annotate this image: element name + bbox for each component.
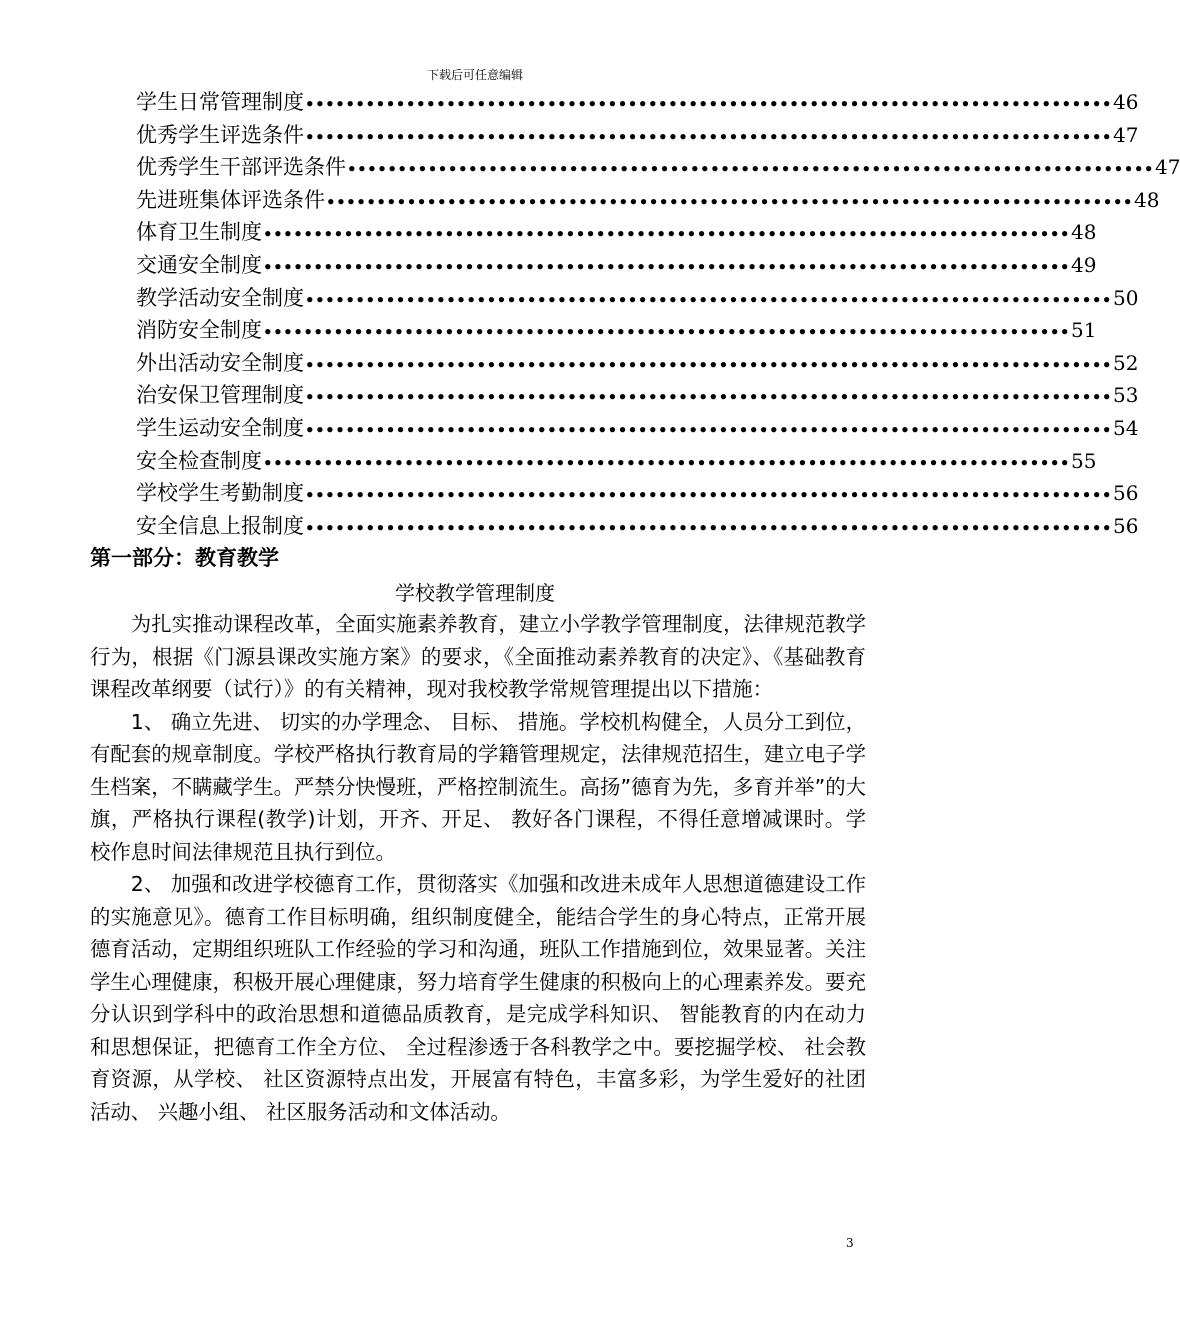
toc-item-page: 56 bbox=[1113, 513, 1139, 538]
table-of-contents bbox=[136, 86, 1180, 542]
toc-item bbox=[136, 347, 1139, 380]
toc-item-page: 50 bbox=[1113, 285, 1139, 310]
toc-item-page: 56 bbox=[1113, 481, 1139, 506]
body-paragraph: 2、 加强和改进学校德育工作，贯彻落实《加强和改进未成年人思想道德建设工作的实施意见》。德育工作目标明确，组织制度健全，能结合学生的身心特点，正常开展德育活动，定期组织班队工作经验的学习和沟通，班队工作措施到位，效果显著。关注学生心理健康，积极开展心理健康，努力培育学生健康的积极向上的心理素养发。要充分认识到学科中的政治思想和道德品质教育，是完成学科知识、 智能教育的内在动力和思想保证，把德育工作全方位、 全过程渗透于各科教学之中。要挖掘学校、 社会教育资源，从学校、 社区资源特点出发，开展富有特色，丰富多彩，为学生爱好的社团活动、 兴趣小组、 社区服务活动和文体活动。 bbox=[90, 872, 866, 1124]
toc-item bbox=[136, 216, 1097, 249]
toc-item-title: 消防安全制度 bbox=[136, 318, 262, 343]
toc-leader-dots: •••••••••••••••••••••••••••••••••••••••••••••••••••••••••••••••••••••••••••••••• bbox=[347, 160, 1154, 179]
toc-item-title: 教学活动安全制度 bbox=[136, 285, 304, 310]
toc-leader-dots: •••••••••••••••••••••••••••••••••••••••••••••••••••••••••••••••••••••••••••••••• bbox=[305, 290, 1112, 309]
toc-item-title: 学校学生考勤制度 bbox=[136, 481, 304, 506]
toc-item bbox=[136, 184, 1160, 217]
toc-item bbox=[136, 282, 1139, 315]
toc-item bbox=[136, 445, 1097, 478]
toc-item-page: 53 bbox=[1113, 383, 1139, 408]
toc-leader-dots: •••••••••••••••••••••••••••••••••••••••••••••••••••••••••••••••••••••••••••••••• bbox=[263, 453, 1070, 472]
toc-item-page: 47 bbox=[1155, 155, 1180, 180]
toc-leader-dots: •••••••••••••••••••••••••••••••••••••••••••••••••••••••••••••••••••••••••••••••• bbox=[305, 486, 1112, 505]
toc-leader-dots: •••••••••••••••••••••••••••••••••••••••••••••••••••••••••••••••••••••••••••••••• bbox=[326, 192, 1133, 211]
toc-item bbox=[136, 314, 1097, 347]
toc-item bbox=[136, 86, 1139, 119]
toc-item bbox=[136, 477, 1139, 510]
body-paragraph: 1、 确立先进、 切实的办学理念、 目标、 措施。学校机构健全，人员分工到位，有配套的规章制度。学校严格执行教育局的学籍管理规定，法律规范招生，建立电子学生档案，不瞒藏学生。严禁分快慢班，严格控制流生。高扬”德育为先，多育并举”的大旗，严格执行课程(教学)计划，开齐、开足、 教好各门课程，不得任意增减课时。学校作息时间法律规范且执行到位。 bbox=[90, 709, 866, 864]
toc-item-page: 54 bbox=[1113, 415, 1139, 440]
toc-item-page: 52 bbox=[1113, 350, 1139, 375]
toc-item-title: 外出活动安全制度 bbox=[136, 350, 304, 375]
toc-item bbox=[136, 379, 1139, 412]
toc-item bbox=[136, 412, 1139, 445]
toc-item-title: 学生运动安全制度 bbox=[136, 415, 304, 440]
toc-item bbox=[136, 151, 1180, 184]
toc-item-title: 优秀学生干部评选条件 bbox=[136, 155, 346, 180]
toc-leader-dots: •••••••••••••••••••••••••••••••••••••••••••••••••••••••••••••••••••••••••••••••• bbox=[305, 127, 1112, 146]
toc-item-page: 49 bbox=[1071, 252, 1097, 277]
toc-leader-dots: •••••••••••••••••••••••••••••••••••••••••••••••••••••••••••••••••••••••••••••••• bbox=[305, 518, 1112, 537]
toc-leader-dots: •••••••••••••••••••••••••••••••••••••••••••••••••••••••••••••••••••••••••••••••• bbox=[263, 225, 1070, 244]
toc-item-page: 51 bbox=[1071, 318, 1097, 343]
toc-item-page: 48 bbox=[1071, 220, 1097, 245]
section-title: 学校教学管理制度 bbox=[395, 581, 555, 605]
toc-item-title: 体育卫生制度 bbox=[136, 220, 262, 245]
toc-leader-dots: •••••••••••••••••••••••••••••••••••••••••••••••••••••••••••••••••••••••••••••••• bbox=[305, 388, 1112, 407]
toc-item-title: 优秀学生评选条件 bbox=[136, 122, 304, 147]
page-header-note: 下载后可任意编辑 bbox=[426, 68, 523, 82]
toc-item bbox=[136, 510, 1139, 543]
toc-leader-dots: •••••••••••••••••••••••••••••••••••••••••••••••••••••••••••••••••••••••••••••••• bbox=[263, 257, 1070, 276]
toc-item-title: 交通安全制度 bbox=[136, 252, 262, 277]
toc-item-page: 48 bbox=[1134, 187, 1160, 212]
toc-item-page: 47 bbox=[1113, 122, 1139, 147]
toc-item-page: 55 bbox=[1071, 448, 1097, 473]
toc-item-title: 安全信息上报制度 bbox=[136, 513, 304, 538]
part-heading: 第一部分：教育教学 bbox=[90, 546, 279, 570]
toc-leader-dots: •••••••••••••••••••••••••••••••••••••••••••••••••••••••••••••••••••••••••••••••• bbox=[305, 95, 1112, 113]
toc-leader-dots: •••••••••••••••••••••••••••••••••••••••••••••••••••••••••••••••••••••••••••••••• bbox=[305, 355, 1112, 374]
toc-item-title: 学生日常管理制度 bbox=[136, 90, 304, 114]
toc-item-page: 46 bbox=[1113, 90, 1139, 114]
toc-leader-dots: •••••••••••••••••••••••••••••••••••••••••••••••••••••••••••••••••••••••••••••••• bbox=[263, 323, 1070, 342]
toc-item-title: 先进班集体评选条件 bbox=[136, 187, 325, 212]
toc-leader-dots: •••••••••••••••••••••••••••••••••••••••••••••••••••••••••••••••••••••••••••••••• bbox=[305, 420, 1112, 439]
toc-item bbox=[136, 249, 1097, 282]
page-number: 3 bbox=[846, 1236, 854, 1250]
toc-item-title: 安全检查制度 bbox=[136, 448, 262, 473]
toc-item-title: 治安保卫管理制度 bbox=[136, 383, 304, 408]
body-paragraph: 为扎实推动课程改革，全面实施素养教育，建立小学教学管理制度，法律规范教学行为，根据《门源县课改实施方案》的要求，《全面推动素养教育的决定》、《基础教育课程改革纲要（试行）》的有关精神，现对我校教学常规管理提出以下措施： bbox=[90, 612, 866, 701]
body-text bbox=[90, 608, 866, 1128]
toc-item bbox=[136, 119, 1139, 152]
